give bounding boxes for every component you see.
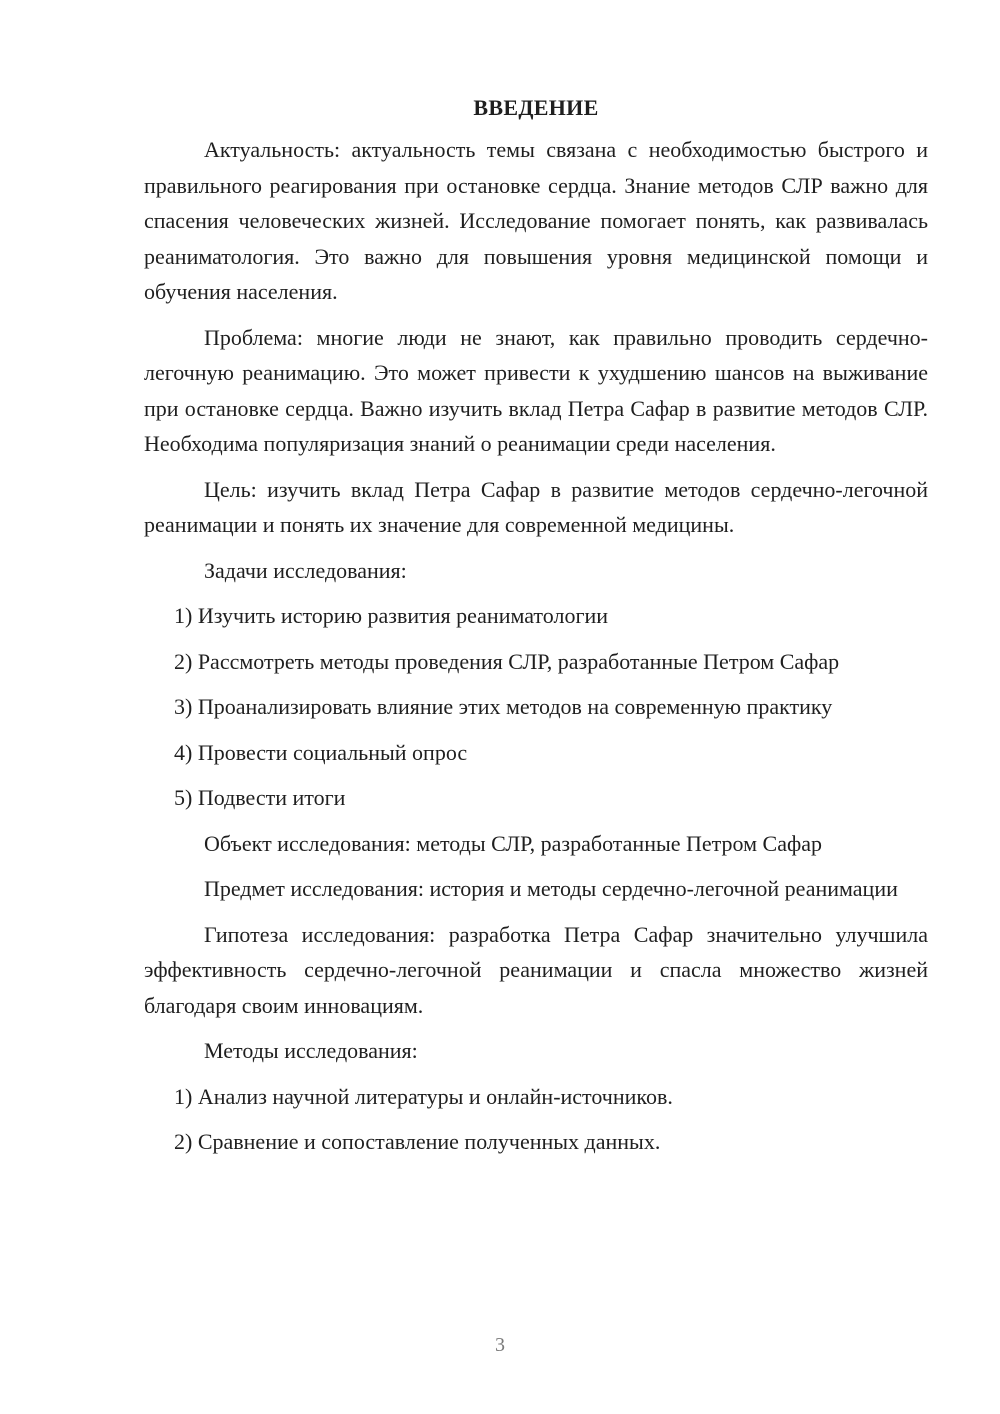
task-item-2: 2) Рассмотреть методы проведения СЛР, разработанные Петром Сафар xyxy=(174,648,840,674)
tasks-heading: Задачи исследования: xyxy=(204,557,407,583)
page-number: 3 xyxy=(495,1334,505,1356)
task-item-4: 4) Провести социальный опрос xyxy=(174,739,468,765)
object-paragraph: Объект исследования: методы СЛР, разработанные Петром Сафар xyxy=(204,830,823,856)
hypothesis-paragraph: Гипотеза исследования: разработка Петра Сафар значительно улучшила эффективность сердечно-легочной реанимации и спасла множество жизней благодаря своим инновациям. xyxy=(144,921,928,1018)
subject-paragraph: Предмет исследования: история и методы сердечно-легочной реанимации xyxy=(204,876,898,901)
goal-paragraph: Цель: изучить вклад Петра Сафар в развитие методов сердечно-легочной реанимации и понять их значение для современной медицины. xyxy=(144,476,928,537)
method-item-1: 1) Анализ научной литературы и онлайн-источников. xyxy=(174,1083,673,1109)
task-item-3: 3) Проанализировать влияние этих методов на современную практику xyxy=(174,694,833,719)
document-page xyxy=(144,92,928,1170)
relevance-paragraph: Актуальность: актуальность темы связана с необходимостью быстрого и правильного реагирования при остановке сердца. Знание методов СЛР важно для спасения человеческих жизней. Исследование помогает понять, как развивалась реаниматология. Это важно для повышения уровня медицинской помощи и обучения населения. xyxy=(144,137,928,304)
problem-paragraph: Проблема: многие люди не знают, как правильно проводить сердечно-легочную реанимацию. Это может привести к ухудшению шансов на выживание при остановке сердца. Важно изучить вклад Петра Сафар в развитие методов СЛР. Необходима популяризация знаний о реанимации среди населения. xyxy=(144,324,928,456)
page-title: ВВЕДЕНИЕ xyxy=(473,95,599,120)
task-item-5: 5) Подвести итоги xyxy=(174,785,346,810)
methods-heading: Методы исследования: xyxy=(204,1038,418,1063)
method-item-2: 2) Сравнение и сопоставление полученных данных. xyxy=(174,1129,661,1154)
task-item-1: 1) Изучить историю развития реаниматологии xyxy=(174,603,609,628)
